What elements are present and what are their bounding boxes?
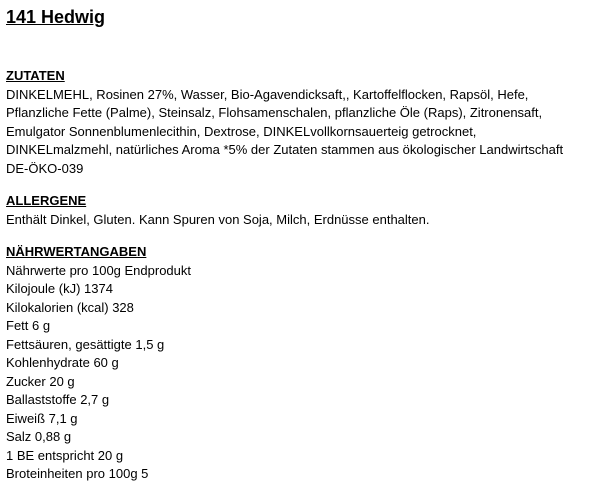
- nutrition-line: Salz 0,88 g: [6, 429, 72, 444]
- nutrition-line: 1 BE entspricht 20 g: [6, 447, 124, 463]
- nutrition-line: Ballaststoffe 2,7 g: [6, 392, 110, 407]
- ingredients-heading: ZUTATEN: [6, 68, 65, 83]
- nutrition-line: Kilojoule (kJ) 1374: [6, 281, 113, 296]
- ingredients-line: DE-ÖKO-039: [6, 160, 84, 176]
- page-title: 141 Hedwig: [6, 7, 106, 27]
- nutrition-line: Kohlenhydrate 60 g: [6, 355, 119, 370]
- ingredients-line: Pflanzliche Fette (Palme), Steinsalz, Flohsamenschalen, pflanzliche Öle (Raps), Zitronensaft,: [6, 105, 543, 120]
- ingredients-section: [6, 67, 610, 178]
- nutrition-section: [6, 243, 610, 484]
- ingredients-line: DINKELmalzmehl, natürliches Aroma *5% der Zutaten stammen aus ökologischer Landwirtschaft: [6, 142, 564, 157]
- nutrition-line: Kilokalorien (kcal) 328: [6, 299, 134, 315]
- nutrition-heading: NÄHRWERTANGABEN: [6, 244, 147, 259]
- nutrition-line: Zucker 20 g: [6, 373, 75, 389]
- ingredients-line: DINKELMEHL, Rosinen 27%, Wasser, Bio-Agavendicksaft,, Kartoffelflocken, Rapsöl, Hefe,: [6, 86, 529, 102]
- allergens-heading: ALLERGENE: [6, 193, 87, 208]
- nutrition-line: Broteinheiten pro 100g 5: [6, 466, 149, 481]
- allergens-line: Enthält Dinkel, Gluten. Kann Spuren von Soja, Milch, Erdnüsse enthalten.: [6, 211, 430, 227]
- nutrition-line: Fett 6 g: [6, 318, 51, 333]
- nutrition-line: Fettsäuren, gesättigte 1,5 g: [6, 336, 165, 352]
- allergens-section: [6, 192, 610, 229]
- ingredients-line: Emulgator Sonnenblumenlecithin, Dextrose, DINKELvollkornsauerteig getrocknet,: [6, 123, 477, 139]
- nutrition-line: Eiweiß 7,1 g: [6, 410, 78, 426]
- nutrition-line: Nährwerte pro 100g Endprodukt: [6, 262, 192, 278]
